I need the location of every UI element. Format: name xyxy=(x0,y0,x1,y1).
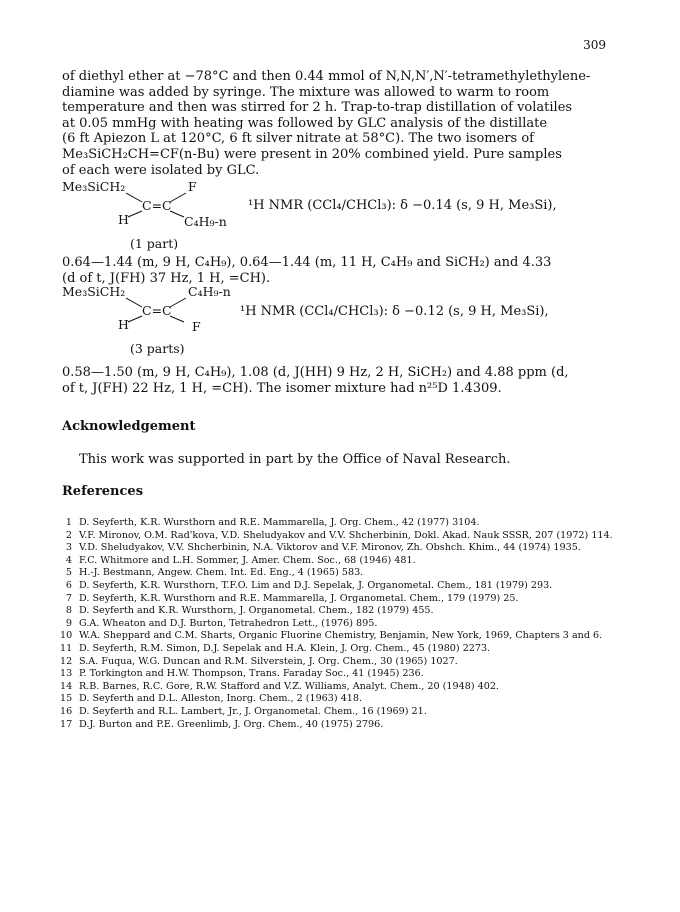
reference-text: D. Seyferth, K.R. Wursthorn, T.F.O. Lim and D.J. Sepelak, J. Organometal. Chem., 181 (1979) 293. xyxy=(79,579,553,591)
structure-2-nmr: ¹H NMR (CCl₄/CHCl₃): δ −0.12 (s, 9 H, Me₃Si), xyxy=(240,304,549,319)
text-line: diamine was added by syringe. The mixture was allowed to warm to room xyxy=(62,84,550,100)
structure-2-center: C=C xyxy=(142,303,172,318)
reference-number: 2 xyxy=(65,529,72,541)
acknowledgement-text: This work was supported in part by the Office of Naval Research. xyxy=(79,452,511,467)
reference-item xyxy=(60,719,635,732)
structure-2-bottom-right: F xyxy=(192,319,201,334)
structure-1-bottom-right: C₄H₉-n xyxy=(184,214,227,229)
structure-1-nmr: ¹H NMR (CCl₄/CHCl₃): δ −0.14 (s, 9 H, Me₃Si), xyxy=(248,198,557,213)
reference-text: V.F. Mironov, O.M. Rad'kova, V.D. Sheludyakov and V.V. Shcherbinin, Dokl. Akad. Nauk SSSR, 207 (1972) 114. xyxy=(79,529,613,541)
reference-item xyxy=(60,618,635,631)
structure-1-top-right: F xyxy=(188,179,197,194)
reference-item xyxy=(60,530,635,543)
reference-number: 13 xyxy=(60,668,73,680)
reference-number: 4 xyxy=(65,554,72,566)
reference-number: 1 xyxy=(65,517,72,528)
reference-item xyxy=(60,580,635,593)
reference-number: 11 xyxy=(60,642,73,654)
reference-number: 17 xyxy=(60,718,73,730)
reference-item xyxy=(60,567,635,580)
text-line: of diethyl ether at −78°C and then 0.44 mmol of N,N,N′,N′-tetramethylethylene- xyxy=(62,69,591,84)
structure-2-top-right: C₄H₉-n xyxy=(188,284,231,299)
structure-1-center: C=C xyxy=(142,198,172,213)
reference-number: 3 xyxy=(65,542,72,554)
reference-item xyxy=(60,517,635,530)
structure-2-top-left: Me₃SiCH₂ xyxy=(62,284,126,299)
reference-text: V.D. Sheludyakov, V.V. Shcherbinin, N.A. Viktorov and V.F. Mironov, Zh. Obshch. Khim., 44 (1974) 1935. xyxy=(79,542,581,554)
reference-text: D. Seyferth, K.R. Wursthorn and R.E. Mammarella, J. Org. Chem., 42 (1977) 3104. xyxy=(79,517,480,528)
reference-text: D. Seyferth and D.L. Alleston, Inorg. Chem., 2 (1963) 418. xyxy=(79,693,363,705)
reference-text: D.J. Burton and P.E. Greenlimb, J. Org. Chem., 40 (1975) 2796. xyxy=(79,718,384,730)
reference-text: H.-J. Bestmann, Angew. Chem. Int. Ed. Eng., 4 (1965) 583. xyxy=(79,567,364,579)
reference-item xyxy=(60,693,635,706)
structure-1-top-left: Me₃SiCH₂ xyxy=(62,179,126,194)
text-line: of t, J(FH) 22 Hz, 1 H, =CH). The isomer mixture had n²⁵D 1.4309. xyxy=(62,380,502,396)
reference-item xyxy=(60,630,635,643)
text-line: at 0.05 mmHg with heating was followed by GLC analysis of the distillate xyxy=(62,115,548,131)
reference-number: 10 xyxy=(60,630,73,642)
reference-item xyxy=(60,555,635,568)
reference-number: 15 xyxy=(60,693,73,705)
reference-text: D. Seyferth, K.R. Wursthorn and R.E. Mammarella, J. Organometal. Chem., 179 (1979) 25. xyxy=(79,592,519,604)
text-line: (6 ft Apiezon L at 120°C, 6 ft silver nitrate at 58°C). The two isomers of xyxy=(62,131,534,147)
structure-2 xyxy=(62,285,232,335)
acknowledgement-heading: Acknowledgement xyxy=(62,419,196,434)
reference-item xyxy=(60,542,635,555)
reference-number: 7 xyxy=(65,592,72,604)
structure-2-part: (3 parts) xyxy=(130,341,185,356)
reference-text: G.A. Wheaton and D.J. Burton, Tetrahedron Lett., (1976) 895. xyxy=(79,617,378,629)
reference-text: R.B. Barnes, R.C. Gore, R.W. Stafford and V.Z. Williams, Analyt. Chem., 20 (1948) 402. xyxy=(79,680,499,692)
reference-text: D. Seyferth and R.L. Lambert, Jr., J. Organometal. Chem., 16 (1969) 21. xyxy=(79,705,427,717)
nmr-continuation-2 xyxy=(62,365,632,396)
structure-1 xyxy=(62,179,227,230)
reference-number: 16 xyxy=(60,705,73,717)
reference-item xyxy=(60,593,635,606)
reference-item xyxy=(60,656,635,669)
reference-number: 14 xyxy=(60,680,73,692)
reference-text: S.A. Fuqua, W.G. Duncan and R.M. Silverstein, J. Org. Chem., 30 (1965) 1027. xyxy=(79,655,458,667)
reference-item xyxy=(60,668,635,681)
references-heading: References xyxy=(62,484,144,499)
reference-item xyxy=(60,681,635,694)
reference-number: 5 xyxy=(65,567,72,579)
reference-number: 12 xyxy=(60,655,73,667)
experimental-paragraph xyxy=(62,69,632,178)
reference-number: 8 xyxy=(65,605,72,617)
reference-list xyxy=(60,517,635,731)
text-line: (d of t, J(FH) 37 Hz, 1 H, =CH). xyxy=(62,270,271,286)
reference-item xyxy=(60,643,635,656)
text-line: temperature and then was stirred for 2 h. Trap-to-trap distillation of volatiles xyxy=(62,100,573,116)
text-line: of each were isolated by GLC. xyxy=(62,162,260,178)
nmr-continuation-1 xyxy=(62,255,632,286)
text-line: 0.64—1.44 (m, 9 H, C₄H₉), 0.64—1.44 (m, 11 H, C₄H₉ and SiCH₂) and 4.33 xyxy=(62,255,552,270)
page-number: 309 xyxy=(583,38,606,52)
text-line: 0.58—1.50 (m, 9 H, C₄H₉), 1.08 (d, J(HH) 9 Hz, 2 H, SiCH₂) and 4.88 ppm (d, xyxy=(62,365,569,380)
structure-2-bottom-left: H xyxy=(118,317,129,332)
structure-1-part: (1 part) xyxy=(130,236,179,251)
structure-1-bottom-left: H xyxy=(118,212,129,227)
reference-text: W.A. Sheppard and C.M. Sharts, Organic Fluorine Chemistry, Benjamin, New York, 1969, Chapters 3 and 6. xyxy=(79,630,603,642)
reference-text: F.C. Whitmore and L.H. Sommer, J. Amer. Chem. Soc., 68 (1946) 481. xyxy=(79,554,416,566)
reference-text: D. Seyferth, R.M. Simon, D.J. Sepelak and H.A. Klein, J. Org. Chem., 45 (1980) 2273. xyxy=(79,642,491,654)
reference-text: D. Seyferth and K.R. Wursthorn, J. Organometal. Chem., 182 (1979) 455. xyxy=(79,605,434,617)
reference-number: 6 xyxy=(65,579,72,591)
reference-number: 9 xyxy=(65,617,72,629)
reference-item xyxy=(60,605,635,618)
reference-item xyxy=(60,706,635,719)
text-line: Me₃SiCH₂CH=CF(n-Bu) were present in 20% combined yield. Pure samples xyxy=(62,146,562,162)
reference-text: P. Torkington and H.W. Thompson, Trans. Faraday Soc., 41 (1945) 236. xyxy=(79,668,424,680)
